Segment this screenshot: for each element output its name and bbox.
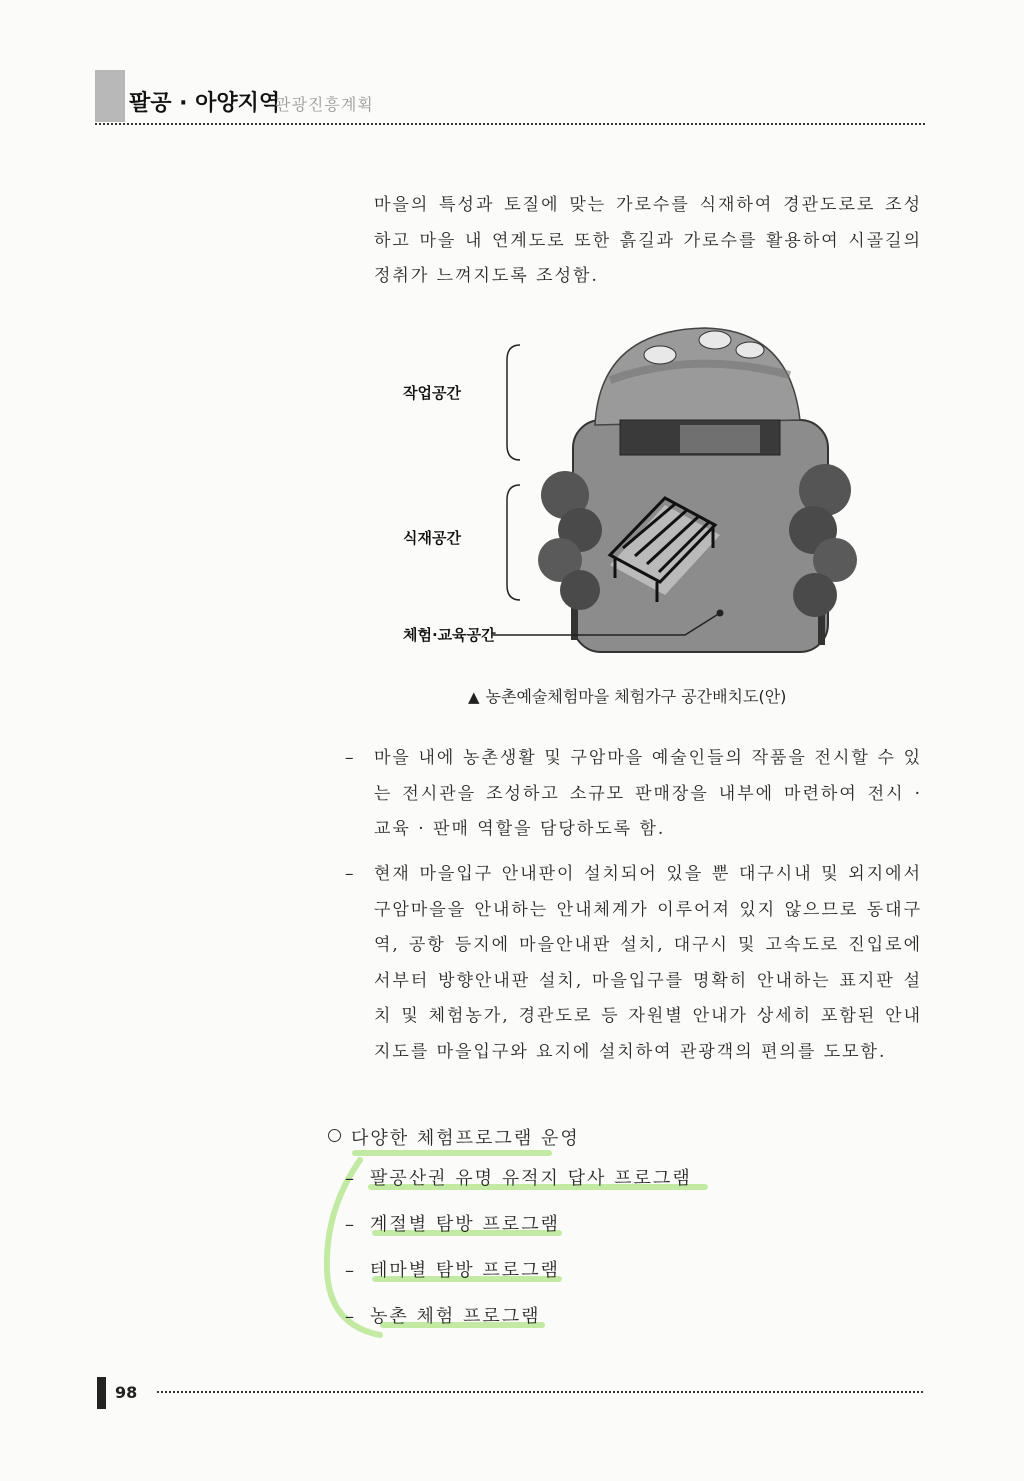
bullet-text: 마을 내에 농촌생활 및 구암마을 예술인들의 작품을 전시할 수 있는 전시관을 조성하고 소규모 판매장을 내부에 마련하여 전시 · 교육 · 판매 역할을 담당하도록 함. <box>374 748 922 839</box>
dash-marker: – <box>345 748 356 768</box>
dash-marker: – <box>345 1168 356 1189</box>
program-item <box>345 1256 560 1282</box>
brace-planting-space <box>507 485 520 600</box>
program-item <box>345 1302 541 1328</box>
header-dotted-rule <box>95 123 925 125</box>
dash-marker: – <box>345 1260 356 1281</box>
program-text: 팔공산권 유명 유적지 답사 프로그램 <box>370 1168 692 1189</box>
program-text: 테마별 탐방 프로그램 <box>370 1260 560 1281</box>
dash-marker: – <box>345 864 356 884</box>
dash-marker: – <box>345 1214 356 1235</box>
header-tab-bar <box>95 70 125 122</box>
space-layout-figure <box>395 320 885 665</box>
program-item <box>345 1210 560 1236</box>
header-subtitle: 관광진흥계획 <box>275 95 374 114</box>
label-planting-space: 식재공간 <box>403 529 461 547</box>
figure-caption <box>468 684 786 707</box>
program-item <box>345 1164 692 1190</box>
program-text: 계절별 탐방 프로그램 <box>370 1214 560 1235</box>
page-header <box>95 70 925 126</box>
intro-paragraph: 마을의 특성과 토질에 맞는 가로수를 식재하여 경관도로로 조성하고 마을 내 연계도로 또한 흙길과 가로수를 활용하여 시골길의 정취가 느껴지도록 조성함. <box>374 195 922 286</box>
roof-stone-3 <box>736 342 764 358</box>
footer-bar <box>97 1377 106 1409</box>
triangle-marker-icon: ▲ <box>468 688 480 706</box>
section-heading <box>328 1124 580 1150</box>
roof-stone-2 <box>699 331 731 349</box>
bullet-item <box>345 857 922 1070</box>
bullet-text: 현재 마을입구 안내판이 설치되어 있을 뿐 대구시내 및 외지에서 구암마을을 안내하는 안내체계가 이루어져 있지 않으므로 동대구역, 공항 등지에 마을안내판 설치, 대구시 및 고속도로 진입로에서부터 방향안내판 설치, 마을입구를 명확히 안내하는 표지판 설치 및 체험농가, 경관도로 등 자원별 안내가 상세히 포함된 안내지도를 마을입구와 요지에 설치하여 관광객의 편의를 도모함. <box>374 864 922 1062</box>
circle-marker-icon <box>328 1129 341 1142</box>
space-layout-illustration <box>395 320 885 665</box>
section-title: 다양한 체험프로그램 운영 <box>351 1128 580 1149</box>
house-window <box>680 425 760 453</box>
dash-marker: – <box>345 1306 356 1327</box>
label-work-space: 작업공간 <box>403 384 461 402</box>
page-footer <box>97 1377 923 1411</box>
page-number: 98 <box>115 1383 138 1402</box>
header-title: 팔공 · 아양지역 <box>129 91 281 116</box>
pointer-dot <box>717 610 724 617</box>
bullet-item <box>345 741 922 848</box>
program-text: 농촌 체험 프로그램 <box>370 1306 541 1327</box>
figure-caption-text: 농촌예술체험마을 체험가구 공간배치도(안) <box>485 687 787 706</box>
roof-stone-1 <box>644 346 676 364</box>
footer-dotted-rule <box>157 1391 923 1393</box>
label-experience-space: 체험·교육공간 <box>403 626 496 644</box>
brace-work-space <box>507 345 520 460</box>
